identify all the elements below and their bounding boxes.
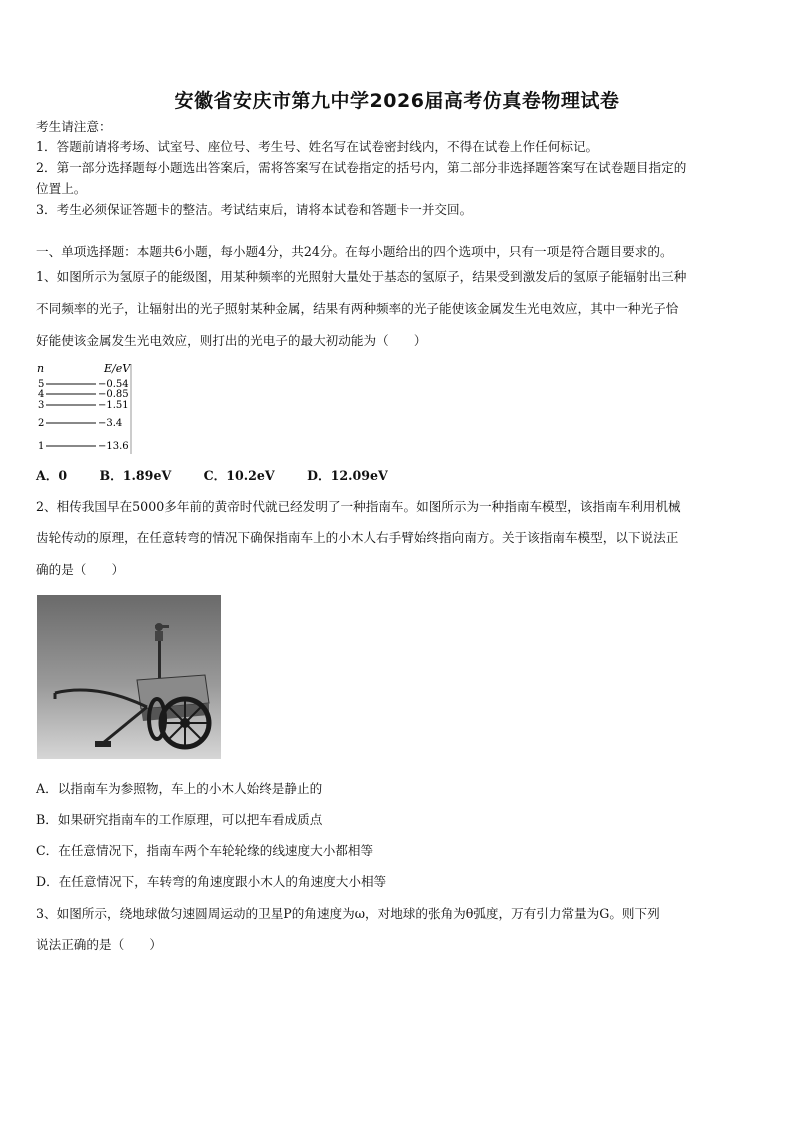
svg-text:−1.51: −1.51 [98,400,129,411]
option-a: A．0 [36,468,68,483]
option-c: C．10.2eV [203,468,275,483]
level-4 [38,389,129,400]
svg-text:−3.4: −3.4 [98,418,123,429]
question-1-text: 好能使该金属发生光电效应，则打出的光电子的最大初动能为（ ） [36,333,427,348]
svg-text:−0.85: −0.85 [98,389,129,400]
diagram-e-label: E/eV [104,362,131,375]
svg-text:5: 5 [38,379,45,390]
energy-level-diagram [34,362,136,457]
svg-text:−0.54: −0.54 [98,379,129,390]
chariot-photo [37,595,221,759]
question-3-text: 说法正确的是（ ） [36,937,162,952]
svg-text:4: 4 [38,389,45,400]
question-2-text: 齿轮传动的原理，在任意转弯的情况下确保指南车上的小木人右手臂始终指向南方。关于该指南车模型，以下说法正 [36,530,679,545]
svg-text:1: 1 [38,441,45,452]
question-1-text: 不同频率的光子，让辐射出的光子照射某种金属，结果有两种频率的光子能使该金属发生光电效应，其中一种光子恰 [36,301,679,316]
level-1 [38,441,129,452]
page-title: 安徽省安庆市第九中学2026届高考仿真卷物理试卷 [174,90,620,112]
question-2-option-c: C．在任意情况下，指南车两个车轮轮缘的线速度大小都相等 [36,843,374,858]
question-2-text: 2、相传我国早在5000多年前的黄帝时代就已经发明了一种指南车。如图所示为一种指南车模型，该指南车利用机械 [36,499,681,514]
section-heading: 一、单项选择题：本题共6小题，每小题4分，共24分。在每小题给出的四个选项中，只有一项是符合题目要求的。 [36,244,673,259]
option-d: D．12.09eV [307,468,388,483]
question-2-text: 确的是（ ） [36,562,125,577]
question-3-text: 3、如图所示，绕地球做匀速圆周运动的卫星P的角速度为ω，对地球的张角为θ弧度，万有引力常量为G。则下列 [36,906,660,921]
option-b: B．1.89eV [99,468,172,483]
question-2-option-b: B．如果研究指南车的工作原理，可以把车看成质点 [36,812,323,827]
notice-item: 位置上。 [36,181,87,196]
notice-item: 3．考生必须保证答题卡的整洁。考试结束后，请将本试卷和答题卡一并交回。 [36,202,473,217]
question-1-options [36,467,416,485]
svg-text:2: 2 [38,418,45,429]
notice-heading: 考生请注意： [36,119,112,134]
question-1-text: 1、如图所示为氢原子的能级图，用某种频率的光照射大量处于基态的氢原子，结果受到激发后的氢原子能辐射出三种 [36,269,687,284]
level-2 [38,418,122,429]
question-2-option-a: A．以指南车为参照物，车上的小木人始终是静止的 [36,781,323,796]
diagram-n-label: n [37,362,45,375]
notice-item: 1．答题前请将考场、试室号、座位号、考生号、姓名写在试卷密封线内，不得在试卷上作任何标记。 [36,139,599,154]
svg-text:−13.6: −13.6 [98,441,129,452]
level-3 [38,400,129,411]
svg-text:3: 3 [38,400,45,411]
notice-item: 2．第一部分选择题每小题选出答案后，需将答案写在试卷指定的括号内，第二部分非选择题答案写在试卷题目指定的 [36,160,687,175]
question-2-option-d: D．在任意情况下，车转弯的角速度跟小木人的角速度大小相等 [36,874,387,889]
